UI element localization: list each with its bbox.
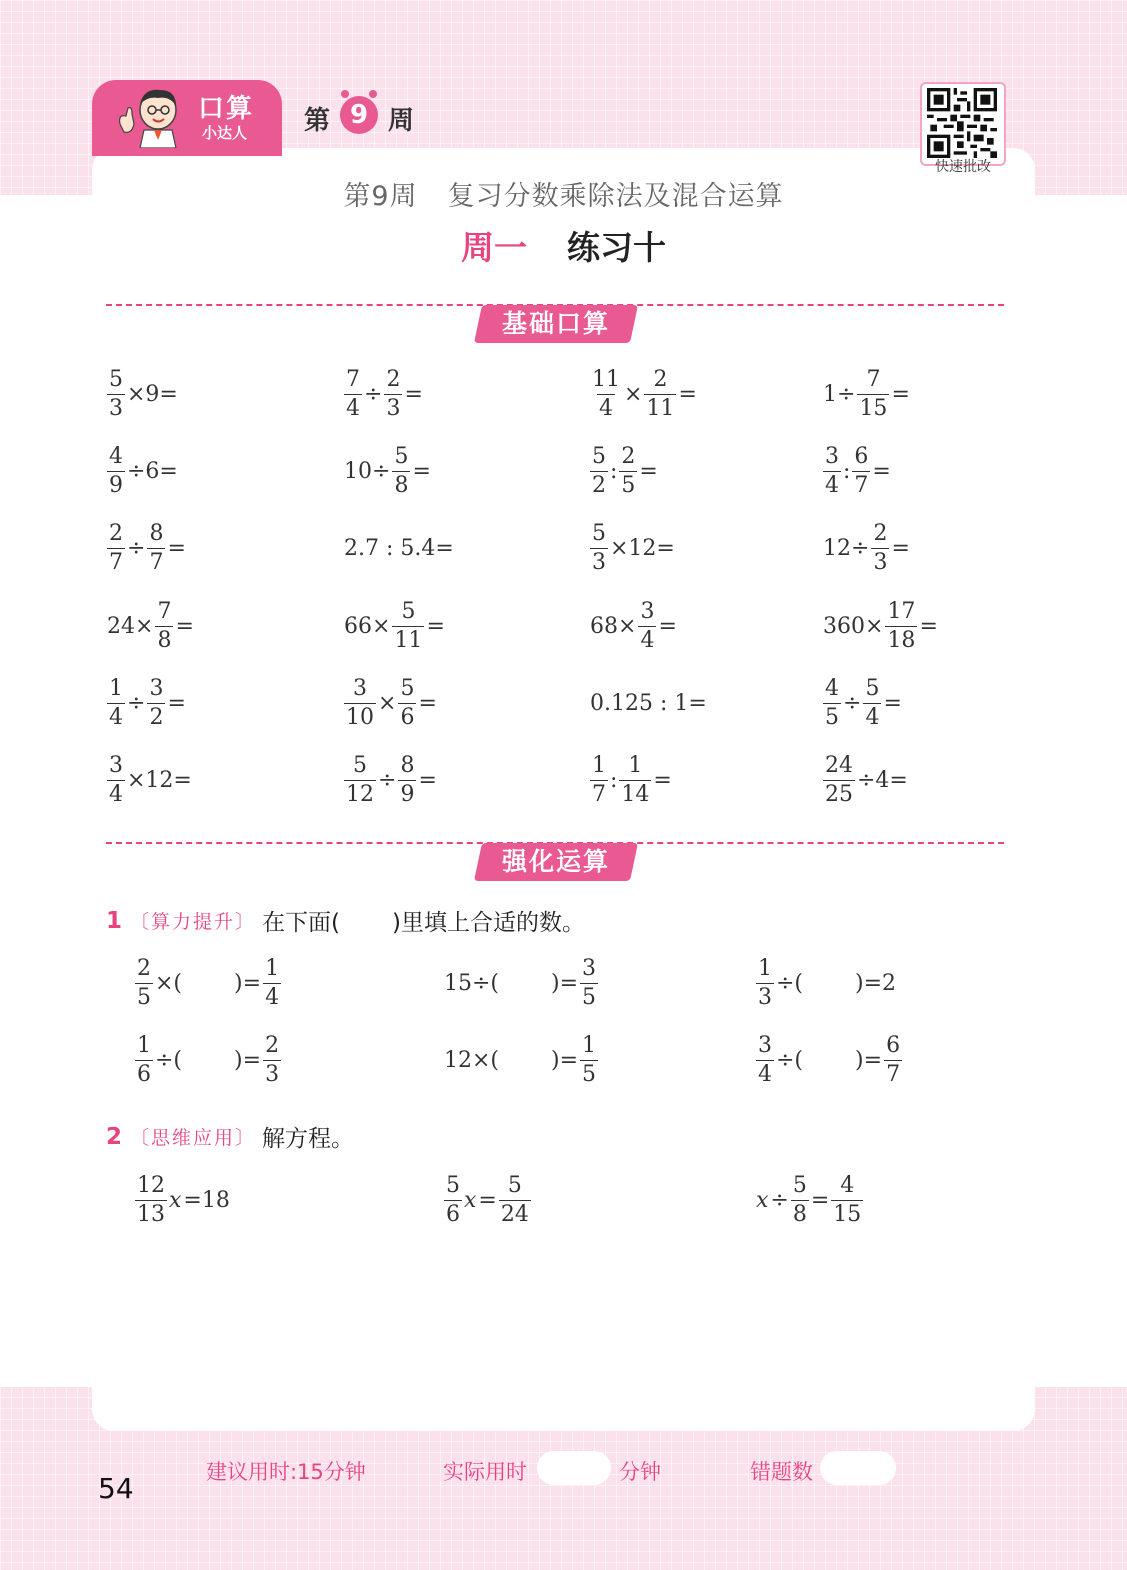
operator: = bbox=[426, 613, 445, 639]
subtitle-topic: 复习分数乘除法及混合运算 bbox=[447, 181, 784, 212]
basic-exercise-item bbox=[106, 750, 193, 810]
denominator: 6 bbox=[446, 1201, 460, 1227]
operator: ×9= bbox=[127, 381, 178, 407]
denominator: 7 bbox=[149, 549, 164, 575]
fraction bbox=[756, 1032, 774, 1087]
operator: ÷ bbox=[364, 381, 383, 407]
numerator: 6 bbox=[854, 443, 869, 469]
page-number: 54 bbox=[98, 1472, 134, 1505]
fraction bbox=[392, 598, 424, 653]
basic-exercise-item bbox=[343, 596, 446, 656]
operator: = bbox=[919, 613, 938, 639]
numerator: 17 bbox=[887, 598, 916, 624]
denominator: 7 bbox=[854, 472, 869, 498]
operator: 2.7 : 5.4= bbox=[344, 535, 454, 561]
numerator: 1 bbox=[758, 955, 772, 981]
operator: ÷ bbox=[770, 1187, 789, 1213]
denominator: 3 bbox=[265, 1061, 280, 1087]
qr-label: 快速批改 bbox=[935, 159, 991, 175]
numerator: 5 bbox=[865, 675, 880, 701]
denominator: 7 bbox=[109, 549, 123, 575]
basic-exercise-item bbox=[343, 441, 432, 501]
fraction bbox=[398, 752, 416, 807]
operator: ÷ bbox=[378, 767, 397, 793]
fraction bbox=[823, 752, 855, 807]
denominator: 4 bbox=[825, 472, 839, 498]
denominator: 11 bbox=[646, 395, 675, 421]
denominator: 15 bbox=[859, 395, 888, 421]
denominator: 11 bbox=[394, 627, 423, 653]
fraction bbox=[885, 598, 917, 653]
denominator: 2 bbox=[592, 472, 606, 498]
operator: = bbox=[891, 535, 910, 561]
basic-exercise-item bbox=[589, 750, 673, 810]
operator: = bbox=[810, 1187, 830, 1213]
numerator: 1 bbox=[137, 1032, 151, 1058]
denominator: 7 bbox=[886, 1061, 901, 1087]
operator: 1÷ bbox=[823, 381, 856, 407]
basic-exercise-item bbox=[343, 364, 424, 424]
denominator: 3 bbox=[109, 395, 123, 421]
suggested-time: 建议用时:15分钟 bbox=[206, 1460, 366, 1484]
fraction bbox=[135, 1032, 153, 1087]
operator: )= bbox=[551, 1047, 579, 1073]
fill-blank-item bbox=[134, 1030, 282, 1090]
question-2-tag: 〔思维应用〕 bbox=[130, 1127, 257, 1149]
numerator: 2 bbox=[653, 366, 668, 392]
fraction bbox=[580, 1032, 598, 1087]
denominator: 12 bbox=[346, 781, 374, 807]
fraction bbox=[590, 752, 608, 807]
basic-exercise-item bbox=[106, 673, 187, 733]
operator: = bbox=[175, 613, 194, 639]
equation-item bbox=[443, 1170, 532, 1230]
fraction bbox=[107, 520, 125, 575]
denominator: 5 bbox=[621, 472, 636, 498]
basic-exercise-item bbox=[822, 364, 911, 424]
actual-time-label: 实际用时 bbox=[443, 1460, 527, 1484]
basic-exercise-item bbox=[106, 441, 179, 501]
fill-blank-item bbox=[755, 1030, 903, 1090]
numerator: 6 bbox=[886, 1032, 901, 1058]
denominator: 15 bbox=[833, 1201, 862, 1227]
numerator: 2 bbox=[109, 520, 123, 546]
operator: = bbox=[418, 767, 437, 793]
operator: ÷ bbox=[843, 690, 862, 716]
variable-x: x bbox=[464, 1187, 477, 1213]
operator: = bbox=[167, 535, 186, 561]
operator: = bbox=[678, 381, 697, 407]
operator: )= bbox=[551, 970, 579, 996]
fraction bbox=[392, 443, 410, 498]
numerator: 3 bbox=[149, 675, 164, 701]
basic-exercise-item bbox=[822, 673, 903, 733]
fraction bbox=[344, 675, 376, 730]
numerator: 4 bbox=[109, 443, 123, 469]
operator: ×( bbox=[155, 970, 183, 996]
operator: = bbox=[883, 690, 902, 716]
denominator: 5 bbox=[582, 1061, 597, 1087]
denominator: 4 bbox=[758, 1061, 772, 1087]
denominator: 10 bbox=[346, 704, 374, 730]
numerator: 1 bbox=[628, 752, 643, 778]
denominator: 3 bbox=[758, 984, 772, 1010]
operator: ÷ bbox=[127, 535, 146, 561]
operator: = bbox=[412, 458, 431, 484]
numerator: 5 bbox=[109, 366, 123, 392]
fraction bbox=[344, 366, 362, 421]
basic-exercise-item bbox=[106, 596, 195, 656]
operator: 0.125 : 1= bbox=[590, 690, 707, 716]
fraction bbox=[107, 675, 125, 730]
numerator: 5 bbox=[401, 598, 416, 624]
numerator: 3 bbox=[582, 955, 597, 981]
fraction bbox=[444, 1172, 462, 1227]
basic-exercise-item bbox=[822, 441, 892, 501]
section-tab-basic bbox=[474, 305, 638, 343]
numerator: 2 bbox=[873, 520, 888, 546]
basic-exercise-item bbox=[106, 364, 179, 424]
fraction bbox=[619, 752, 651, 807]
badge-subtitle: 小达人 bbox=[202, 124, 248, 142]
actual-time-input[interactable] bbox=[537, 1451, 611, 1485]
denominator: 4 bbox=[265, 984, 280, 1010]
fill-blank-item bbox=[443, 1030, 599, 1090]
equation-item bbox=[755, 1170, 864, 1230]
numerator: 5 bbox=[792, 1172, 807, 1198]
operator: ×12= bbox=[610, 535, 675, 561]
operator: 10÷ bbox=[344, 458, 391, 484]
question-1-text-after: )里填上合适的数。 bbox=[392, 910, 585, 936]
week-prefix: 第 bbox=[304, 106, 331, 136]
basic-exercise-item bbox=[822, 750, 909, 810]
title-exercise: 练习十 bbox=[567, 228, 666, 267]
operator: )= bbox=[855, 1047, 883, 1073]
fraction bbox=[580, 955, 598, 1010]
fraction bbox=[384, 366, 402, 421]
mascot-icon bbox=[110, 84, 188, 148]
fraction bbox=[644, 366, 676, 421]
denominator: 5 bbox=[582, 984, 597, 1010]
fraction bbox=[756, 955, 774, 1010]
basic-exercise-item bbox=[343, 750, 438, 810]
numerator: 1 bbox=[582, 1032, 597, 1058]
operator: ÷4= bbox=[857, 767, 908, 793]
operator: )=2 bbox=[855, 970, 897, 996]
denominator: 24 bbox=[500, 1201, 529, 1227]
operator: = bbox=[653, 767, 672, 793]
numerator: 7 bbox=[866, 366, 881, 392]
numerator: 5 bbox=[400, 675, 415, 701]
numerator: 5 bbox=[353, 752, 367, 778]
operator: = bbox=[167, 690, 186, 716]
denominator: 3 bbox=[386, 395, 401, 421]
numerator: 24 bbox=[825, 752, 853, 778]
numerator: 2 bbox=[137, 955, 151, 981]
fraction bbox=[823, 443, 841, 498]
basic-exercise-item bbox=[589, 596, 678, 656]
qr-code-icon bbox=[927, 88, 997, 158]
denominator: 4 bbox=[599, 395, 613, 421]
question-1-text-before: 在下面( bbox=[262, 910, 341, 936]
fraction bbox=[135, 955, 153, 1010]
basic-exercise-item bbox=[589, 364, 698, 424]
question-1-tag: 〔算力提升〕 bbox=[130, 911, 257, 933]
numerator: 1 bbox=[592, 752, 606, 778]
numerator: 12 bbox=[137, 1172, 165, 1198]
fraction bbox=[263, 955, 281, 1010]
operator: : bbox=[610, 767, 618, 793]
denominator: 13 bbox=[137, 1201, 165, 1227]
question-2-text: 解方程。 bbox=[262, 1126, 355, 1152]
basic-exercise-item bbox=[589, 673, 708, 733]
numerator: 2 bbox=[386, 366, 401, 392]
numerator: 2 bbox=[265, 1032, 280, 1058]
fraction bbox=[107, 366, 125, 421]
fraction bbox=[107, 752, 125, 807]
operator: = bbox=[478, 1187, 497, 1213]
denominator: 7 bbox=[592, 781, 606, 807]
operator: )= bbox=[234, 1047, 262, 1073]
operator: = bbox=[418, 690, 437, 716]
operator: 68× bbox=[590, 613, 637, 639]
denominator: 8 bbox=[394, 472, 409, 498]
numerator: 2 bbox=[621, 443, 636, 469]
fraction bbox=[863, 675, 881, 730]
fraction bbox=[619, 443, 637, 498]
fraction bbox=[499, 1172, 531, 1227]
page-title bbox=[0, 222, 1127, 269]
numerator: 3 bbox=[353, 675, 367, 701]
question-2-number: 2 bbox=[106, 1123, 123, 1150]
errors-label: 错题数 bbox=[750, 1460, 813, 1484]
fraction bbox=[590, 366, 622, 421]
fraction bbox=[638, 598, 656, 653]
basic-exercise-item bbox=[106, 518, 187, 578]
numerator: 5 bbox=[394, 443, 409, 469]
operator: = bbox=[404, 381, 423, 407]
denominator: 5 bbox=[825, 704, 839, 730]
errors-count-input[interactable] bbox=[820, 1451, 896, 1485]
denominator: 4 bbox=[865, 704, 880, 730]
denominator: 6 bbox=[400, 704, 415, 730]
denominator: 2 bbox=[149, 704, 164, 730]
numerator: 8 bbox=[149, 520, 164, 546]
denominator: 6 bbox=[137, 1061, 151, 1087]
numerator: 8 bbox=[400, 752, 415, 778]
variable-x: x bbox=[756, 1187, 769, 1213]
fraction bbox=[344, 752, 376, 807]
numerator: 3 bbox=[640, 598, 655, 624]
page-subtitle bbox=[0, 174, 1127, 213]
denominator: 4 bbox=[640, 627, 655, 653]
numerator: 11 bbox=[592, 366, 620, 392]
denominator: 3 bbox=[873, 549, 888, 575]
equation-item bbox=[134, 1170, 231, 1230]
actual-time-unit: 分钟 bbox=[619, 1460, 661, 1484]
basic-exercise-item bbox=[589, 518, 676, 578]
operator: =18 bbox=[183, 1187, 230, 1213]
qr-code[interactable] bbox=[920, 82, 1006, 166]
denominator: 8 bbox=[157, 627, 172, 653]
numerator: 5 bbox=[592, 443, 606, 469]
operator: : bbox=[610, 458, 618, 484]
numerator: 4 bbox=[840, 1172, 855, 1198]
denominator: 9 bbox=[400, 781, 415, 807]
denominator: 25 bbox=[825, 781, 853, 807]
operator: ÷( bbox=[776, 970, 804, 996]
fraction bbox=[398, 675, 416, 730]
operator: ÷6= bbox=[127, 458, 178, 484]
operator: ÷( bbox=[776, 1047, 804, 1073]
numerator: 3 bbox=[109, 752, 123, 778]
operator: = bbox=[639, 458, 658, 484]
operator: 12×( bbox=[444, 1047, 500, 1073]
numerator: 1 bbox=[265, 955, 280, 981]
week-number-badge: 9 bbox=[340, 96, 378, 134]
numerator: 3 bbox=[825, 443, 839, 469]
fraction bbox=[831, 1172, 863, 1227]
section-tab-basic-label: 基础口算 bbox=[501, 309, 610, 338]
question-1-number: 1 bbox=[106, 907, 123, 934]
denominator: 9 bbox=[109, 472, 123, 498]
operator: ×12= bbox=[127, 767, 192, 793]
operator: 360× bbox=[823, 613, 884, 639]
operator: 12÷ bbox=[823, 535, 870, 561]
operator: = bbox=[658, 613, 677, 639]
operator: : bbox=[843, 458, 851, 484]
fraction bbox=[791, 1172, 809, 1227]
fraction bbox=[147, 520, 165, 575]
numerator: 7 bbox=[346, 366, 360, 392]
denominator: 4 bbox=[346, 395, 360, 421]
fraction bbox=[135, 1172, 167, 1227]
variable-x: x bbox=[169, 1187, 182, 1213]
numerator: 5 bbox=[507, 1172, 522, 1198]
week-suffix: 周 bbox=[388, 106, 415, 136]
section-tab-strengthen-label: 强化运算 bbox=[501, 847, 610, 876]
operator: = bbox=[872, 458, 891, 484]
fill-blank-item bbox=[755, 953, 897, 1013]
operator: 66× bbox=[344, 613, 391, 639]
fraction bbox=[147, 675, 165, 730]
fraction bbox=[155, 598, 173, 653]
basic-exercise-item bbox=[343, 518, 455, 578]
numerator: 1 bbox=[109, 675, 123, 701]
numerator: 4 bbox=[825, 675, 839, 701]
fraction bbox=[857, 366, 889, 421]
fill-blank-item bbox=[443, 953, 599, 1013]
operator: 15÷( bbox=[444, 970, 500, 996]
basic-exercise-item bbox=[822, 596, 939, 656]
operator: × bbox=[378, 690, 397, 716]
fraction bbox=[590, 443, 608, 498]
fill-blank-item bbox=[134, 953, 282, 1013]
fraction bbox=[823, 675, 841, 730]
fraction bbox=[263, 1032, 281, 1087]
fraction bbox=[884, 1032, 902, 1087]
numerator: 5 bbox=[592, 520, 606, 546]
fraction bbox=[590, 520, 608, 575]
badge-title: 口算 bbox=[198, 94, 255, 124]
operator: 24× bbox=[107, 613, 154, 639]
basic-exercise-item bbox=[343, 673, 438, 733]
question-1-prompt bbox=[106, 904, 585, 937]
subtitle-week: 第9周 bbox=[343, 181, 418, 212]
operator: × bbox=[624, 381, 643, 407]
question-2-prompt bbox=[106, 1120, 354, 1153]
numerator: 5 bbox=[446, 1172, 460, 1198]
operator: ÷ bbox=[127, 690, 146, 716]
operator: )= bbox=[234, 970, 262, 996]
fraction bbox=[871, 520, 889, 575]
denominator: 4 bbox=[109, 704, 123, 730]
basic-exercise-item bbox=[589, 441, 659, 501]
denominator: 4 bbox=[109, 781, 123, 807]
denominator: 3 bbox=[592, 549, 606, 575]
operator: = bbox=[891, 381, 910, 407]
fraction bbox=[852, 443, 870, 498]
denominator: 8 bbox=[792, 1201, 807, 1227]
denominator: 14 bbox=[621, 781, 650, 807]
operator: ÷( bbox=[155, 1047, 183, 1073]
numerator: 7 bbox=[157, 598, 172, 624]
fraction bbox=[107, 443, 125, 498]
title-day: 周一 bbox=[461, 228, 527, 267]
numerator: 3 bbox=[758, 1032, 772, 1058]
denominator: 18 bbox=[887, 627, 916, 653]
denominator: 5 bbox=[137, 984, 151, 1010]
basic-exercise-item bbox=[822, 518, 911, 578]
section-tab-strengthen bbox=[474, 843, 638, 881]
